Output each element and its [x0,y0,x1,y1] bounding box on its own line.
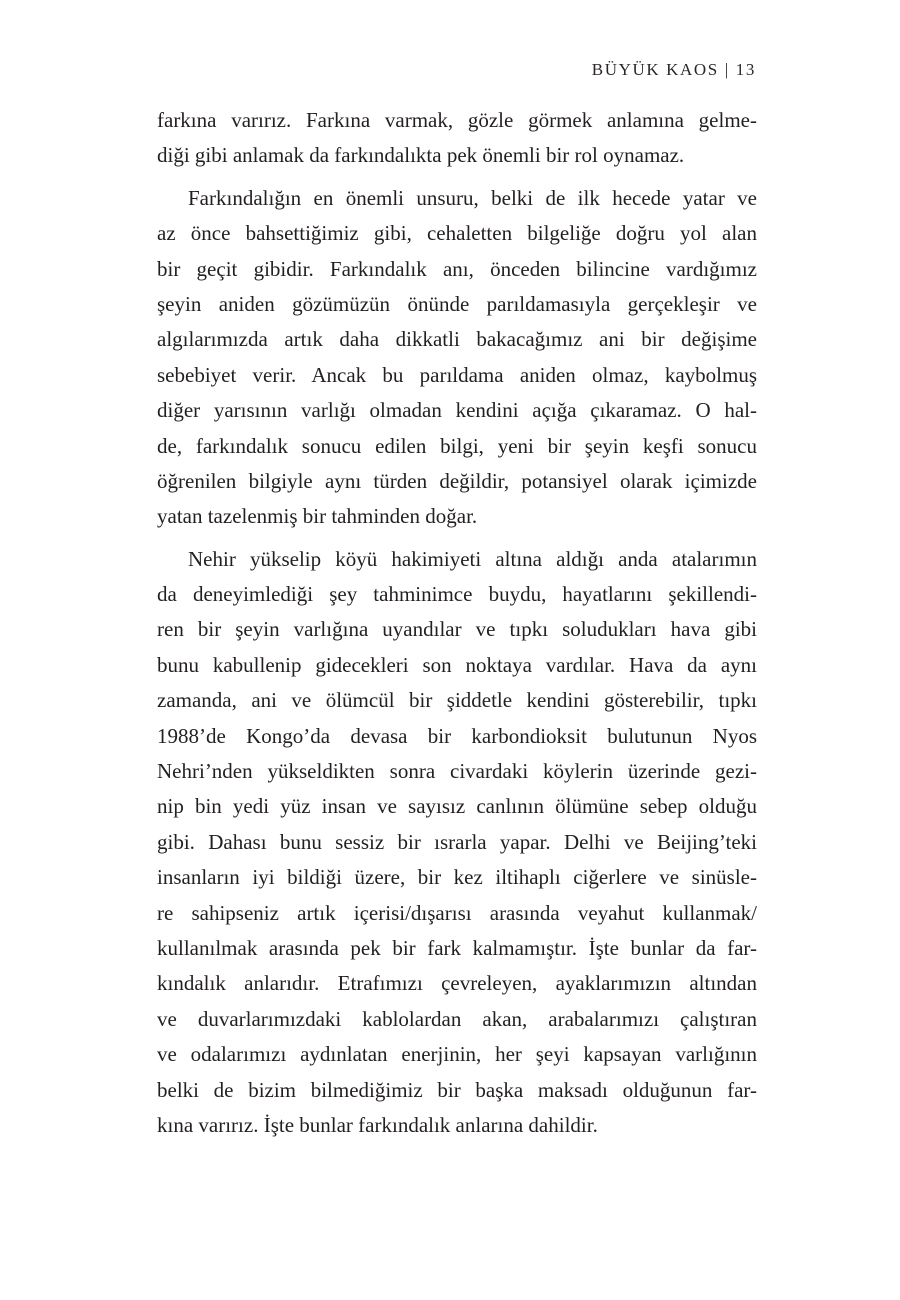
text-line: Farkındalığın en önemli unsuru, belki de ilk hecede yatar ve [188,185,757,210]
text-line: kullanılmak arasında pek bir fark kalmamıştır. İşte bunlar da far- [157,935,757,960]
text-line: öğrenilen bilgiyle aynı türden değildir, potansiyel olarak içimizde [157,468,757,493]
text-line: de, farkındalık sonucu edilen bilgi, yeni bir şeyin keşfi sonucu [157,433,757,458]
text-line: insanların iyi bildiği üzere, bir kez iltihaplı ciğerlere ve sinüsle- [157,865,757,890]
text-line: ren bir şeyin varlığına uyandılar ve tıpkı soludukları hava gibi [157,617,757,642]
text-line: gibi. Dahası bunu sessiz bir ısrarla yapar. Delhi ve Beijing’teki [157,829,757,854]
text-line: 1988’de Kongo’da devasa bir karbondioksit bulutunun Nyos [157,723,757,748]
running-header [592,60,756,80]
paragraph [157,542,757,1144]
text-line: algılarımızda artık daha dikkatli bakacağımız ani bir değişime [157,327,757,352]
text-line: yatan tazelenmiş bir tahminden doğar. [157,504,478,529]
text-line: ve odalarımızı aydınlatan enerjinin, her şeyi kapsayan varlığının [157,1042,757,1067]
text-line: kındalık anlarıdır. Etrafımızı çevreleyen, ayaklarımızın altından [157,971,757,996]
book-title: BÜYÜK KAOS [591,60,719,79]
text-line: bir geçit gibidir. Farkındalık anı, önceden bilincine vardığımız [157,256,757,281]
text-line: bunu kabullenip gidecekleri son noktaya vardılar. Hava da aynı [157,652,757,677]
text-line: belki de bizim bilmediğimiz bir başka maksadı olduğunun far- [157,1077,757,1102]
text-line: nip bin yedi yüz insan ve sayısız canlının ölümüne sebep olduğu [157,794,757,819]
text-line: sebebiyet verir. Ancak bu parıldama aniden olmaz, kaybolmuş [157,362,757,387]
body-text [157,103,757,1150]
text-line: Nehri’nden yükseldikten sonra civardaki köylerin üzerinde gezi- [157,759,757,784]
text-line: kına varırız. İşte bunlar farkındalık anlarına dahildir. [157,1112,598,1137]
text-line: ve duvarlarımızdaki kablolardan akan, arabalarımızı çalıştıran [157,1006,757,1031]
paragraph [157,103,757,174]
paragraph [157,181,757,535]
text-line: az önce bahsettiğimiz gibi, cehaletten bilgeliğe doğru yol alan [157,221,757,246]
text-line: zamanda, ani ve ölümcül bir şiddetle kendini gösterebilir, tıpkı [157,688,757,713]
text-line: diğer yarısının varlığı olmadan kendini açığa çıkaramaz. O hal- [157,398,757,423]
text-line: şeyin aniden gözümüzün önünde parıldamasıyla gerçekleşir ve [157,291,757,316]
page-number: 13 [735,60,756,79]
text-line: diği gibi anlamak da farkındalıkta pek önemli bir rol oynamaz. [157,143,685,168]
text-line: farkına varırız. Farkına varmak, gözle görmek anlamına gelme- [157,108,757,132]
text-line: da deneyimlediği şey tahminimce buydu, hayatlarını şekillendi- [157,582,757,607]
text-line: Nehir yükselip köyü hakimiyeti altına aldığı anda atalarımın [188,546,757,571]
text-line: re sahipseniz artık içerisi/dışarısı arasında veyahut kullanmak/ [157,900,757,925]
header-separator: | [724,60,730,79]
